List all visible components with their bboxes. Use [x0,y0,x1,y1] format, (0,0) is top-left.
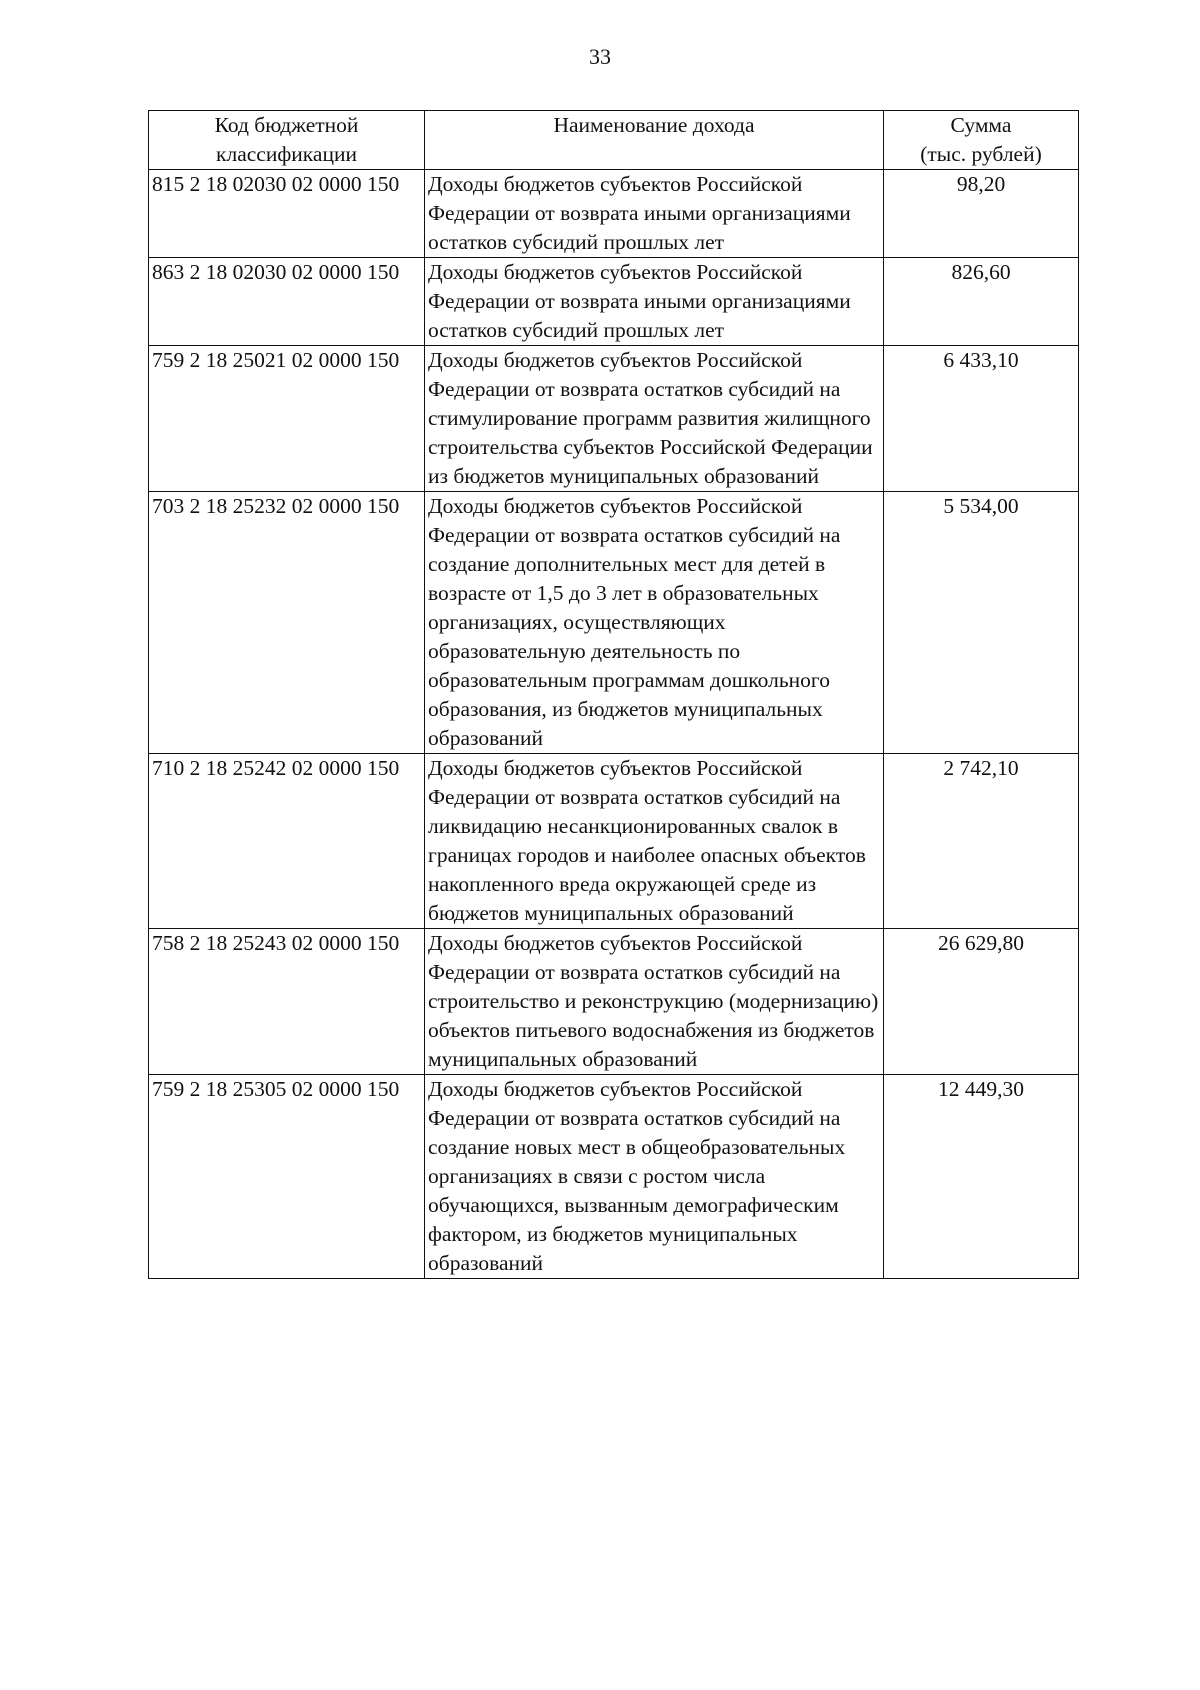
table-header-row [149,111,1079,170]
revenue-name-cell: Доходы бюджетов субъектов Российской Федерации от возврата остатков субсидий на строительство и реконструкцию (модернизацию) объектов питьевого водоснабжения из бюджетов муниципальных образований [425,929,884,1075]
header-revenue-name-text: Наименование дохода [553,113,755,137]
header-amount [884,111,1079,170]
budget-revenue-table [148,110,1079,1279]
revenue-name-cell: Доходы бюджетов субъектов Российской Федерации от возврата иными организациями остатков субсидий прошлых лет [425,258,884,346]
header-budget-code [149,111,425,170]
amount-cell: 5 534,00 [884,492,1079,754]
header-amount-line1: Сумма [950,113,1012,137]
amount-cell: 26 629,80 [884,929,1079,1075]
amount-cell: 2 742,10 [884,754,1079,929]
table-row [149,1075,1079,1279]
table-row [149,754,1079,929]
budget-code-cell: 710 2 18 25242 02 0000 150 [149,754,425,929]
budget-code-cell: 759 2 18 25305 02 0000 150 [149,1075,425,1279]
amount-cell: 98,20 [884,170,1079,258]
budget-code-cell: 815 2 18 02030 02 0000 150 [149,170,425,258]
header-revenue-name [425,111,884,170]
revenue-name-cell: Доходы бюджетов субъектов Российской Федерации от возврата остатков субсидий на создание новых мест в общеобразовательных организациях в связи с ростом числа обучающихся, вызванным демографическим фактором, из бюджетов муниципальных образований [425,1075,884,1279]
revenue-name-cell: Доходы бюджетов субъектов Российской Федерации от возврата остатков субсидий на стимулирование программ развития жилищного строительства субъектов Российской Федерации из бюджетов муниципальных образований [425,346,884,492]
table-row [149,492,1079,754]
budget-code-cell: 703 2 18 25232 02 0000 150 [149,492,425,754]
budget-code-cell: 759 2 18 25021 02 0000 150 [149,346,425,492]
amount-cell: 12 449,30 [884,1075,1079,1279]
table-row [149,929,1079,1075]
amount-cell: 6 433,10 [884,346,1079,492]
amount-cell: 826,60 [884,258,1079,346]
revenue-name-cell: Доходы бюджетов субъектов Российской Федерации от возврата остатков субсидий на создание дополнительных мест для детей в возрасте от 1,5 до 3 лет в образовательных организациях, осуществляющих образовательную деятельность по образовательным программам дошкольного образования, из бюджетов муниципальных образований [425,492,884,754]
budget-code-cell: 863 2 18 02030 02 0000 150 [149,258,425,346]
table-row [149,346,1079,492]
revenue-name-cell: Доходы бюджетов субъектов Российской Федерации от возврата иными организациями остатков субсидий прошлых лет [425,170,884,258]
header-amount-line2: (тыс. рублей) [920,142,1042,166]
header-budget-code-line2: классификации [216,142,357,166]
table-row [149,258,1079,346]
table-row [149,170,1079,258]
header-budget-code-line1: Код бюджетной [214,113,359,137]
revenue-name-cell: Доходы бюджетов субъектов Российской Федерации от возврата остатков субсидий на ликвидацию несанкционированных свалок в границах городов и наиболее опасных объектов накопленного вреда окружающей среде из бюджетов муниципальных образований [425,754,884,929]
page-number: 33 [589,44,611,69]
budget-code-cell: 758 2 18 25243 02 0000 150 [149,929,425,1075]
